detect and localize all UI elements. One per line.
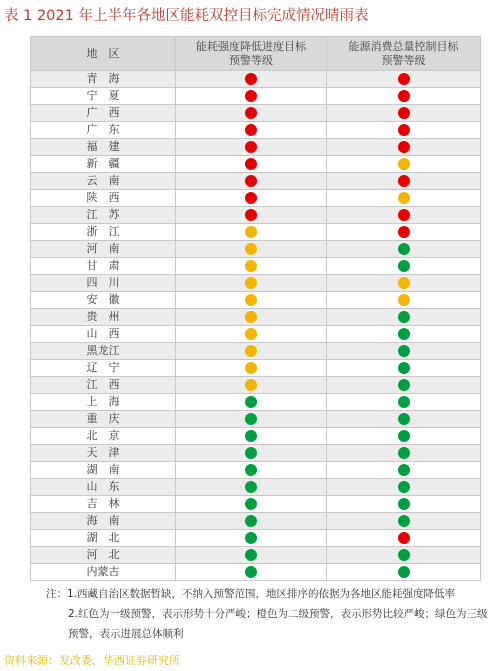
region-name: 福 建 [86,140,120,153]
total-level-cell [327,547,481,564]
region-cell [31,105,176,122]
region-cell [31,292,176,309]
total-level-cell [327,122,481,139]
total-warning-dot [398,345,410,357]
region-name: 内蒙古 [86,565,120,578]
total-level-cell [327,224,481,241]
region-name: 新 疆 [86,157,120,170]
total-level-cell [327,326,481,343]
intensity-level-cell [176,292,327,309]
intensity-level-cell [176,88,327,105]
notes [46,584,494,644]
intensity-warning-dot [245,90,257,102]
total-warning-dot [398,90,410,102]
total-warning-dot [398,379,410,391]
region-cell [31,326,176,343]
region-cell [31,411,176,428]
region-name: 重 庆 [86,412,120,425]
total-level-cell [327,275,481,292]
intensity-level-cell [176,564,327,581]
region-name: 广 东 [86,123,120,136]
region-cell [31,258,176,275]
table-row [31,377,481,394]
table-row [31,258,481,275]
region-name: 辽 宁 [86,361,120,374]
header-intensity [176,37,327,71]
intensity-level-cell [176,479,327,496]
region-name: 浙 江 [86,225,120,238]
intensity-level-cell [176,428,327,445]
region-name: 山 东 [86,480,120,493]
region-cell [31,173,176,190]
region-cell [31,479,176,496]
table-row [31,190,481,207]
total-warning-dot [398,107,410,119]
intensity-warning-dot [245,379,257,391]
intensity-warning-dot [245,413,257,425]
intensity-warning-dot [245,549,257,561]
intensity-level-cell [176,309,327,326]
region-cell [31,71,176,88]
region-cell [31,190,176,207]
total-level-cell [327,292,481,309]
region-name: 海 南 [86,514,120,527]
intensity-warning-dot [245,141,257,153]
total-level-cell [327,258,481,275]
intensity-level-cell [176,156,327,173]
region-name: 江 西 [86,378,120,391]
intensity-level-cell [176,496,327,513]
note-1: 注：1.西藏自治区数据暂缺，不纳入预警范围，地区排序的依据为各地区能耗强度降低率 [46,588,456,600]
intensity-level-cell [176,241,327,258]
intensity-level-cell [176,275,327,292]
table-row [31,360,481,377]
intensity-warning-dot [245,158,257,170]
table-row [31,105,481,122]
total-warning-dot [398,515,410,527]
intensity-warning-dot [245,226,257,238]
total-level-cell [327,394,481,411]
intensity-warning-dot [245,260,257,272]
region-cell [31,530,176,547]
intensity-level-cell [176,462,327,479]
table-row [31,88,481,105]
region-cell [31,275,176,292]
total-warning-dot [398,175,410,187]
total-warning-dot [398,192,410,204]
table-row [31,411,481,428]
region-cell [31,428,176,445]
table-title: 表 1 2021 年上半年各地区能耗双控目标完成情况晴雨表 [4,8,369,24]
region-name: 湖 北 [86,531,120,544]
total-warning-dot [398,549,410,561]
total-level-cell [327,360,481,377]
note-2: 2.红色为一级预警，表示形势十分严峻；橙色为二级预警，表示形势比较严峻；绿色为三级预警，表示进展总体顺利 [68,608,488,640]
intensity-level-cell [176,173,327,190]
total-level-cell [327,190,481,207]
total-warning-dot [398,532,410,544]
intensity-warning-dot [245,430,257,442]
intensity-warning-dot [245,192,257,204]
intensity-warning-dot [245,294,257,306]
total-level-cell [327,462,481,479]
total-level-cell [327,88,481,105]
table-row [31,462,481,479]
region-name: 广 西 [86,106,120,119]
region-cell [31,377,176,394]
intensity-level-cell [176,190,327,207]
intensity-warning-dot [245,124,257,136]
region-cell [31,207,176,224]
region-name: 河 北 [86,548,120,561]
region-cell [31,88,176,105]
region-name: 陕 西 [86,191,120,204]
region-cell [31,156,176,173]
total-warning-dot [398,481,410,493]
intensity-warning-dot [245,464,257,476]
intensity-level-cell [176,122,327,139]
intensity-level-cell [176,71,327,88]
total-level-cell [327,564,481,581]
header-region: 地 区 [31,37,176,71]
intensity-warning-dot [245,515,257,527]
region-cell [31,241,176,258]
source-note: 资料来源：发改委，华西证券研究所 [4,654,180,667]
total-level-cell [327,71,481,88]
total-warning-dot [398,396,410,408]
intensity-level-cell [176,513,327,530]
region-cell [31,462,176,479]
intensity-level-cell [176,139,327,156]
table-row [31,207,481,224]
total-warning-dot [398,277,410,289]
total-level-cell [327,207,481,224]
region-cell [31,496,176,513]
region-cell [31,309,176,326]
table-row [31,309,481,326]
total-warning-dot [398,413,410,425]
region-name: 青 海 [86,72,120,85]
region-cell [31,360,176,377]
intensity-warning-dot [245,107,257,119]
total-level-cell [327,241,481,258]
total-warning-dot [398,311,410,323]
region-name: 安 徽 [86,293,120,306]
intensity-warning-dot [245,498,257,510]
region-name: 天 津 [86,446,120,459]
total-warning-dot [398,447,410,459]
intensity-level-cell [176,207,327,224]
region-name: 宁 夏 [86,89,120,102]
table-row [31,139,481,156]
table-row [31,513,481,530]
intensity-level-cell [176,258,327,275]
total-warning-dot [398,498,410,510]
header-intensity-line1: 能耗强度降低进度目标 [196,39,306,53]
intensity-warning-dot [245,277,257,289]
table-row [31,156,481,173]
region-cell [31,122,176,139]
region-name: 山 西 [86,327,120,340]
intensity-warning-dot [245,566,257,578]
intensity-warning-dot [245,532,257,544]
total-warning-dot [398,566,410,578]
total-warning-dot [398,141,410,153]
table-row [31,224,481,241]
total-warning-dot [398,73,410,85]
header-intensity-line2: 预警等级 [229,53,273,67]
table-row [31,326,481,343]
total-warning-dot [398,209,410,221]
table-row [31,530,481,547]
total-level-cell [327,309,481,326]
intensity-warning-dot [245,481,257,493]
intensity-level-cell [176,530,327,547]
region-name: 贵 州 [86,310,120,323]
region-name: 河 南 [86,242,120,255]
header-total [327,37,481,71]
total-level-cell [327,530,481,547]
region-name: 黑龙江 [86,344,120,357]
intensity-level-cell [176,360,327,377]
intensity-level-cell [176,224,327,241]
region-cell [31,394,176,411]
intensity-warning-dot [245,73,257,85]
total-warning-dot [398,226,410,238]
region-cell [31,343,176,360]
intensity-level-cell [176,326,327,343]
warning-table [30,36,481,581]
total-level-cell [327,139,481,156]
table-header-row [31,37,481,71]
total-warning-dot [398,430,410,442]
total-warning-dot [398,362,410,374]
intensity-warning-dot [245,328,257,340]
region-cell [31,139,176,156]
region-name: 上 海 [86,395,120,408]
total-level-cell [327,156,481,173]
total-warning-dot [398,328,410,340]
region-cell [31,547,176,564]
region-name: 江 苏 [86,208,120,221]
intensity-level-cell [176,105,327,122]
region-name: 甘 肃 [86,259,120,272]
table-row [31,343,481,360]
intensity-warning-dot [245,345,257,357]
table-row [31,394,481,411]
intensity-warning-dot [245,362,257,374]
total-level-cell [327,343,481,360]
intensity-warning-dot [245,447,257,459]
intensity-level-cell [176,394,327,411]
region-name: 北 京 [86,429,120,442]
total-warning-dot [398,158,410,170]
table-row [31,71,481,88]
table-row [31,547,481,564]
intensity-level-cell [176,411,327,428]
table-row [31,496,481,513]
total-warning-dot [398,260,410,272]
table-row [31,275,481,292]
intensity-level-cell [176,343,327,360]
region-name: 四 川 [86,276,120,289]
region-cell [31,564,176,581]
total-level-cell [327,479,481,496]
intensity-warning-dot [245,396,257,408]
total-warning-dot [398,294,410,306]
region-name: 吉 林 [86,497,120,510]
total-warning-dot [398,243,410,255]
intensity-level-cell [176,445,327,462]
total-level-cell [327,513,481,530]
header-total-line1: 能源消费总量控制目标 [348,39,459,53]
total-warning-dot [398,124,410,136]
total-level-cell [327,377,481,394]
table-row [31,428,481,445]
total-warning-dot [398,464,410,476]
region-name: 云 南 [86,174,120,187]
total-level-cell [327,428,481,445]
table-row [31,122,481,139]
total-level-cell [327,496,481,513]
intensity-level-cell [176,547,327,564]
intensity-warning-dot [245,209,257,221]
region-cell [31,224,176,241]
header-total-line2: 预警等级 [381,53,426,67]
table-row [31,445,481,462]
intensity-level-cell [176,377,327,394]
region-name: 湖 南 [86,463,120,476]
intensity-warning-dot [245,243,257,255]
total-level-cell [327,105,481,122]
table-row [31,292,481,309]
total-level-cell [327,173,481,190]
region-cell [31,513,176,530]
total-level-cell [327,445,481,462]
total-level-cell [327,411,481,428]
intensity-warning-dot [245,175,257,187]
table-row [31,241,481,258]
table-row [31,479,481,496]
table-row [31,173,481,190]
intensity-warning-dot [245,311,257,323]
region-cell [31,445,176,462]
table-row [31,564,481,581]
